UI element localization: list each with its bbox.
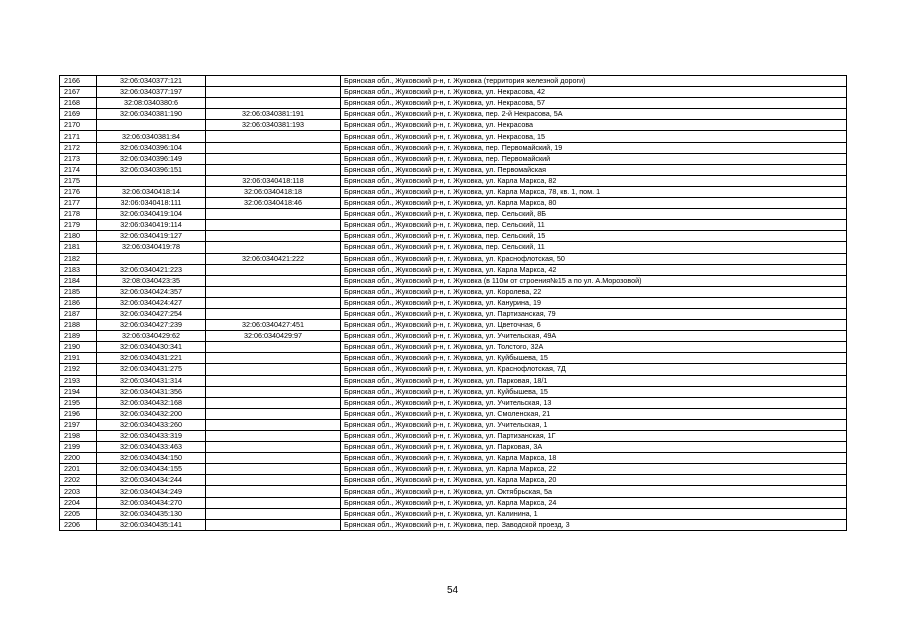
address-cell: Брянская обл., Жуковский р-н, г. Жуковка, ул. Канурина, 19: [341, 297, 847, 308]
related-cadastral-number-cell: [206, 242, 341, 253]
address-cell: Брянская обл., Жуковский р-н, г. Жуковка, пер. 2-й Некрасова, 5А: [341, 109, 847, 120]
table-row: [60, 186, 847, 197]
related-cadastral-number-cell: 32:06:0340381:193: [206, 120, 341, 131]
address-cell: Брянская обл., Жуковский р-н, г. Жуковка, ул. Некрасова, 15: [341, 131, 847, 142]
address-cell: Брянская обл., Жуковский р-н, г. Жуковка, ул. Карла Маркса, 18: [341, 453, 847, 464]
row-number-cell: 2196: [60, 408, 97, 419]
address-cell: Брянская обл., Жуковский р-н, г. Жуковка, пер. Заводской проезд, 3: [341, 519, 847, 530]
cadastral-number-cell: 32:06:0340430:341: [97, 342, 206, 353]
row-number-cell: 2176: [60, 186, 97, 197]
address-cell: Брянская обл., Жуковский р-н, г. Жуковка, ул. Учительская, 49А: [341, 331, 847, 342]
cadastral-number-cell: 32:06:0340431:275: [97, 364, 206, 375]
table-row: [60, 408, 847, 419]
row-number-cell: 2205: [60, 508, 97, 519]
row-number-cell: 2190: [60, 342, 97, 353]
related-cadastral-number-cell: [206, 353, 341, 364]
related-cadastral-number-cell: [206, 87, 341, 98]
related-cadastral-number-cell: [206, 497, 341, 508]
cadastral-number-cell: 32:06:0340377:121: [97, 76, 206, 87]
address-cell: Брянская обл., Жуковский р-н, г. Жуковка, ул. Краснофлотская, 7Д: [341, 364, 847, 375]
related-cadastral-number-cell: [206, 397, 341, 408]
table-row: [60, 386, 847, 397]
address-cell: Брянская обл., Жуковский р-н, г. Жуковка, ул. Парковая, 3А: [341, 442, 847, 453]
address-cell: Брянская обл., Жуковский р-н, г. Жуковка, пер. Первомайский, 19: [341, 142, 847, 153]
related-cadastral-number-cell: [206, 508, 341, 519]
table-row: [60, 120, 847, 131]
table-row: [60, 142, 847, 153]
row-number-cell: 2195: [60, 397, 97, 408]
related-cadastral-number-cell: [206, 142, 341, 153]
cadastral-number-cell: 32:06:0340432:168: [97, 397, 206, 408]
address-cell: Брянская обл., Жуковский р-н, г. Жуковка, ул. Некрасова: [341, 120, 847, 131]
row-number-cell: 2204: [60, 497, 97, 508]
related-cadastral-number-cell: [206, 297, 341, 308]
cadastral-number-cell: [97, 120, 206, 131]
row-number-cell: 2173: [60, 153, 97, 164]
table-row: [60, 375, 847, 386]
related-cadastral-number-cell: 32:06:0340381:191: [206, 109, 341, 120]
address-cell: Брянская обл., Жуковский р-н, г. Жуковка, ул. Учительская, 1: [341, 419, 847, 430]
address-cell: Брянская обл., Жуковский р-н, г. Жуковка, ул. Некрасова, 57: [341, 98, 847, 109]
address-cell: Брянская обл., Жуковский р-н, г. Жуковка, ул. Карла Маркса, 24: [341, 497, 847, 508]
address-cell: Брянская обл., Жуковский р-н, г. Жуковка, ул. Куйбышева, 15: [341, 386, 847, 397]
row-number-cell: 2179: [60, 220, 97, 231]
cadastral-number-cell: 32:06:0340431:221: [97, 353, 206, 364]
row-number-cell: 2197: [60, 419, 97, 430]
row-number-cell: 2185: [60, 286, 97, 297]
row-number-cell: 2191: [60, 353, 97, 364]
related-cadastral-number-cell: [206, 408, 341, 419]
address-cell: Брянская обл., Жуковский р-н, г. Жуковка, пер. Сельский, 15: [341, 231, 847, 242]
table-row: [60, 419, 847, 430]
page-number: 54: [446, 585, 459, 596]
row-number-cell: 2171: [60, 131, 97, 142]
row-number-cell: 2202: [60, 475, 97, 486]
cadastral-number-cell: 32:06:0340433:319: [97, 431, 206, 442]
table-row: [60, 209, 847, 220]
address-cell: Брянская обл., Жуковский р-н, г. Жуковка, ул. Карла Маркса, 22: [341, 464, 847, 475]
table-row: [60, 153, 847, 164]
cadastral-number-cell: 32:06:0340435:130: [97, 508, 206, 519]
address-cell: Брянская обл., Жуковский р-н, г. Жуковка, ул. Парковая, 18/1: [341, 375, 847, 386]
row-number-cell: 2187: [60, 308, 97, 319]
table-row: [60, 486, 847, 497]
related-cadastral-number-cell: [206, 431, 341, 442]
row-number-cell: 2181: [60, 242, 97, 253]
cadastral-number-cell: 32:06:0340433:260: [97, 419, 206, 430]
row-number-cell: 2199: [60, 442, 97, 453]
cadastral-number-cell: 32:08:0340380:6: [97, 98, 206, 109]
cadastral-table: [59, 75, 847, 531]
related-cadastral-number-cell: [206, 386, 341, 397]
table-row: [60, 76, 847, 87]
cadastral-number-cell: 32:06:0340431:314: [97, 375, 206, 386]
row-number-cell: 2200: [60, 453, 97, 464]
table-row: [60, 464, 847, 475]
table-row: [60, 109, 847, 120]
table-row: [60, 342, 847, 353]
related-cadastral-number-cell: [206, 453, 341, 464]
address-cell: Брянская обл., Жуковский р-н, г. Жуковка, ул. Королева, 22: [341, 286, 847, 297]
table-row: [60, 353, 847, 364]
cadastral-number-cell: 32:06:0340381:190: [97, 109, 206, 120]
row-number-cell: 2169: [60, 109, 97, 120]
row-number-cell: 2172: [60, 142, 97, 153]
row-number-cell: 2193: [60, 375, 97, 386]
address-cell: Брянская обл., Жуковский р-н, г. Жуковка, пер. Сельский, 8Б: [341, 209, 847, 220]
cadastral-number-cell: 32:06:0340419:114: [97, 220, 206, 231]
row-number-cell: 2178: [60, 209, 97, 220]
related-cadastral-number-cell: 32:06:0340421:222: [206, 253, 341, 264]
table-row: [60, 164, 847, 175]
cadastral-number-cell: 32:06:0340434:244: [97, 475, 206, 486]
table-row: [60, 475, 847, 486]
address-cell: Брянская обл., Жуковский р-н, г. Жуковка, ул. Партизанская, 79: [341, 308, 847, 319]
related-cadastral-number-cell: [206, 131, 341, 142]
table-row: [60, 297, 847, 308]
table-row: [60, 175, 847, 186]
address-cell: Брянская обл., Жуковский р-н, г. Жуковка, ул. Цветочная, 6: [341, 320, 847, 331]
cadastral-number-cell: 32:06:0340434:155: [97, 464, 206, 475]
row-number-cell: 2194: [60, 386, 97, 397]
address-cell: Брянская обл., Жуковский р-н, г. Жуковка (территория железной дороги): [341, 76, 847, 87]
address-cell: Брянская обл., Жуковский р-н, г. Жуковка, ул. Партизанская, 1Г: [341, 431, 847, 442]
row-number-cell: 2175: [60, 175, 97, 186]
cadastral-number-cell: 32:08:0340423:35: [97, 275, 206, 286]
cadastral-number-cell: 32:06:0340419:127: [97, 231, 206, 242]
table-row: [60, 242, 847, 253]
related-cadastral-number-cell: [206, 164, 341, 175]
address-cell: Брянская обл., Жуковский р-н, г. Жуковка, ул. Куйбышева, 15: [341, 353, 847, 364]
cadastral-number-cell: 32:06:0340418:14: [97, 186, 206, 197]
row-number-cell: 2170: [60, 120, 97, 131]
table-row: [60, 497, 847, 508]
related-cadastral-number-cell: [206, 519, 341, 530]
table-row: [60, 519, 847, 530]
table-row: [60, 453, 847, 464]
cadastral-number-cell: 32:06:0340427:239: [97, 320, 206, 331]
row-number-cell: 2180: [60, 231, 97, 242]
table-row: [60, 308, 847, 319]
related-cadastral-number-cell: [206, 220, 341, 231]
table-row: [60, 286, 847, 297]
row-number-cell: 2184: [60, 275, 97, 286]
related-cadastral-number-cell: [206, 209, 341, 220]
related-cadastral-number-cell: [206, 342, 341, 353]
address-cell: Брянская обл., Жуковский р-н, г. Жуковка, ул. Карла Маркса, 80: [341, 198, 847, 209]
cadastral-number-cell: 32:06:0340396:104: [97, 142, 206, 153]
row-number-cell: 2189: [60, 331, 97, 342]
row-number-cell: 2198: [60, 431, 97, 442]
table-row: [60, 253, 847, 264]
table-row: [60, 198, 847, 209]
cadastral-number-cell: 32:06:0340429:62: [97, 331, 206, 342]
address-cell: Брянская обл., Жуковский р-н, г. Жуковка, пер. Сельский, 11: [341, 242, 847, 253]
row-number-cell: 2183: [60, 264, 97, 275]
address-cell: Брянская обл., Жуковский р-н, г. Жуковка, ул. Карла Маркса, 42: [341, 264, 847, 275]
table-row: [60, 231, 847, 242]
related-cadastral-number-cell: [206, 98, 341, 109]
table-row: [60, 220, 847, 231]
related-cadastral-number-cell: [206, 286, 341, 297]
table-row: [60, 442, 847, 453]
row-number-cell: 2192: [60, 364, 97, 375]
address-cell: Брянская обл., Жуковский р-н, г. Жуковка, ул. Некрасова, 42: [341, 87, 847, 98]
related-cadastral-number-cell: [206, 419, 341, 430]
cadastral-number-cell: 32:06:0340431:356: [97, 386, 206, 397]
row-number-cell: 2168: [60, 98, 97, 109]
address-cell: Брянская обл., Жуковский р-н, г. Жуковка, ул. Октябрьская, 5а: [341, 486, 847, 497]
row-number-cell: 2174: [60, 164, 97, 175]
cadastral-number-cell: 32:06:0340434:270: [97, 497, 206, 508]
cadastral-number-cell: 32:06:0340433:463: [97, 442, 206, 453]
table-row: [60, 264, 847, 275]
related-cadastral-number-cell: 32:06:0340418:46: [206, 198, 341, 209]
related-cadastral-number-cell: [206, 231, 341, 242]
cadastral-number-cell: 32:06:0340432:200: [97, 408, 206, 419]
cadastral-number-cell: 32:06:0340418:111: [97, 198, 206, 209]
row-number-cell: 2206: [60, 519, 97, 530]
cadastral-number-cell: 32:06:0340396:149: [97, 153, 206, 164]
related-cadastral-number-cell: 32:06:0340418:118: [206, 175, 341, 186]
cadastral-number-cell: 32:06:0340434:150: [97, 453, 206, 464]
related-cadastral-number-cell: 32:06:0340427:451: [206, 320, 341, 331]
row-number-cell: 2167: [60, 87, 97, 98]
related-cadastral-number-cell: [206, 464, 341, 475]
cadastral-number-cell: 32:06:0340419:78: [97, 242, 206, 253]
related-cadastral-number-cell: 32:06:0340418:18: [206, 186, 341, 197]
row-number-cell: 2188: [60, 320, 97, 331]
related-cadastral-number-cell: [206, 76, 341, 87]
related-cadastral-number-cell: [206, 442, 341, 453]
cadastral-number-cell: 32:06:0340427:254: [97, 308, 206, 319]
cadastral-number-cell: 32:06:0340434:249: [97, 486, 206, 497]
address-cell: Брянская обл., Жуковский р-н, г. Жуковка, ул. Калинина, 1: [341, 508, 847, 519]
related-cadastral-number-cell: 32:06:0340429:97: [206, 331, 341, 342]
address-cell: Брянская обл., Жуковский р-н, г. Жуковка, пер. Первомайский: [341, 153, 847, 164]
row-number-cell: 2203: [60, 486, 97, 497]
cadastral-number-cell: 32:06:0340424:357: [97, 286, 206, 297]
address-cell: Брянская обл., Жуковский р-н, г. Жуковка, ул. Смоленская, 21: [341, 408, 847, 419]
related-cadastral-number-cell: [206, 275, 341, 286]
related-cadastral-number-cell: [206, 475, 341, 486]
related-cadastral-number-cell: [206, 375, 341, 386]
table-body: [60, 76, 847, 531]
cadastral-number-cell: 32:06:0340381:84: [97, 131, 206, 142]
table-row: [60, 87, 847, 98]
cadastral-number-cell: 32:06:0340424:427: [97, 297, 206, 308]
related-cadastral-number-cell: [206, 364, 341, 375]
address-cell: Брянская обл., Жуковский р-н, г. Жуковка, ул. Карла Маркса, 20: [341, 475, 847, 486]
table-row: [60, 98, 847, 109]
cadastral-number-cell: 32:06:0340421:223: [97, 264, 206, 275]
table-row: [60, 131, 847, 142]
related-cadastral-number-cell: [206, 308, 341, 319]
cadastral-number-cell: [97, 253, 206, 264]
related-cadastral-number-cell: [206, 153, 341, 164]
address-cell: Брянская обл., Жуковский р-н, г. Жуковка, ул. Толстого, 32А: [341, 342, 847, 353]
cadastral-number-cell: 32:06:0340377:197: [97, 87, 206, 98]
table-row: [60, 508, 847, 519]
cadastral-number-cell: 32:06:0340396:151: [97, 164, 206, 175]
address-cell: Брянская обл., Жуковский р-н, г. Жуковка, ул. Краснофлотская, 50: [341, 253, 847, 264]
table-row: [60, 431, 847, 442]
table-row: [60, 320, 847, 331]
row-number-cell: 2182: [60, 253, 97, 264]
related-cadastral-number-cell: [206, 486, 341, 497]
row-number-cell: 2177: [60, 198, 97, 209]
table-row: [60, 397, 847, 408]
address-cell: Брянская обл., Жуковский р-н, г. Жуковка, ул. Первомайская: [341, 164, 847, 175]
table-row: [60, 364, 847, 375]
address-cell: Брянская обл., Жуковский р-н, г. Жуковка, пер. Сельский, 11: [341, 220, 847, 231]
address-cell: Брянская обл., Жуковский р-н, г. Жуковка, ул. Карла Маркса, 82: [341, 175, 847, 186]
address-cell: Брянская обл., Жуковский р-н, г. Жуковка, ул. Карла Маркса, 78, кв. 1, пом. 1: [341, 186, 847, 197]
cadastral-number-cell: 32:06:0340435:141: [97, 519, 206, 530]
cadastral-number-cell: 32:06:0340419:104: [97, 209, 206, 220]
row-number-cell: 2186: [60, 297, 97, 308]
address-cell: Брянская обл., Жуковский р-н, г. Жуковка, ул. Учительская, 13: [341, 397, 847, 408]
row-number-cell: 2201: [60, 464, 97, 475]
address-cell: Брянская обл., Жуковский р-н, г. Жуковка (в 110м от строения№15 а по ул. А.Морозовой): [341, 275, 847, 286]
related-cadastral-number-cell: [206, 264, 341, 275]
table-row: [60, 331, 847, 342]
cadastral-number-cell: [97, 175, 206, 186]
row-number-cell: 2166: [60, 76, 97, 87]
table-row: [60, 275, 847, 286]
